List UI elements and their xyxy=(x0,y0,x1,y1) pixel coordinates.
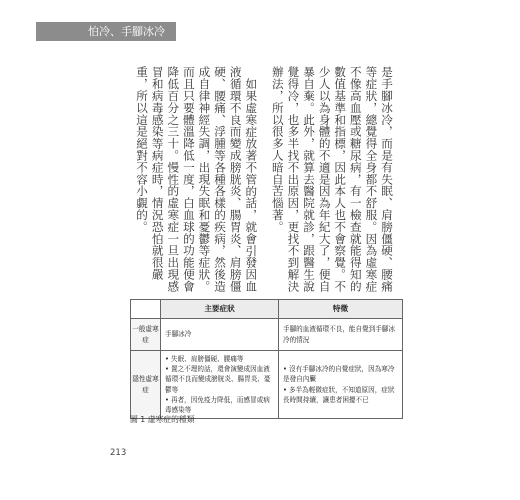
symptom-line: • 置之不理的話，還會演變成因血液循環不良而變成膀胱炎、腸胃炎、憂鬱等 xyxy=(165,365,271,394)
paragraph-2: 如果虛寒症放著不管的話，就會引發因血液循環不良而變成膀胱炎、腸胃炎、肩膀僵硬、腰痛、浮腫等各種各樣的疾病，然後造成自律神經失調，出現失眠和憂鬱等症狀。而且只要體溫降低一度，白血球的功能便會降低百分之三十。慢性的虛寒症一旦出現感冒和病毒感染等病症時，情況恐怕就很嚴重，所以這是絕對不容小覷的。 xyxy=(135,66,259,293)
table-header-row xyxy=(131,300,403,319)
cold-type-table xyxy=(130,299,403,419)
row-symptoms xyxy=(161,319,279,351)
table-header-corner xyxy=(131,300,161,319)
symptom-line: 手腳冰冷 xyxy=(165,330,192,339)
paragraph-1: 是手腳冰冷，而是有失眠、肩膀僵硬、腰痛等症狀，總覺得全身都不舒服。因為虛寒症不像高血壓或糖尿病，有一檢查就能得知的數值基準和指標，因此本人也不會察覺。不少人以為身體的不適是因為年紀大了，便自暴自棄。此外，就算去醫院就診，跟醫生說覺得冷，也多半找不出原因，更找不到解決辦法，所以很多人暗自苦惱著。 xyxy=(270,66,394,293)
row-label: 一般虛寒症 xyxy=(131,319,161,351)
table-header-symptoms: 主要症狀 xyxy=(161,300,279,319)
feature-line: • 多半為輕微症狀，不知道原因，症狀長時間持續，讓患者困擾不已 xyxy=(283,385,395,404)
row-features xyxy=(279,319,403,351)
row-label: 隱性虛寒症 xyxy=(131,351,161,419)
row-features xyxy=(279,351,403,419)
body-text xyxy=(112,66,394,298)
symptom-line: • 失眠、肩膀僵硬、腰痛等 xyxy=(165,355,244,363)
feature-line: 手腳的血液循環不良，能自覺到手腳冰冷的情況 xyxy=(283,325,396,344)
feature-line: • 沒有手腳冰冷的自覺症狀，因為寒冷是發自內臟 xyxy=(283,365,395,384)
chapter-header xyxy=(36,22,176,41)
symptom-line: • 再者，因免疫力降低，而感冒或病毒感染等 xyxy=(165,395,270,415)
table-row xyxy=(131,351,403,419)
figure-caption: 圖 1 虛寒症的種類 xyxy=(130,415,195,424)
chapter-title: 怕冷、手腳冰冷 xyxy=(88,25,165,38)
row-symptoms xyxy=(161,351,279,419)
table-row xyxy=(131,319,403,351)
page-number: 213 xyxy=(110,448,127,458)
table-header-features: 特徵 xyxy=(279,300,403,319)
